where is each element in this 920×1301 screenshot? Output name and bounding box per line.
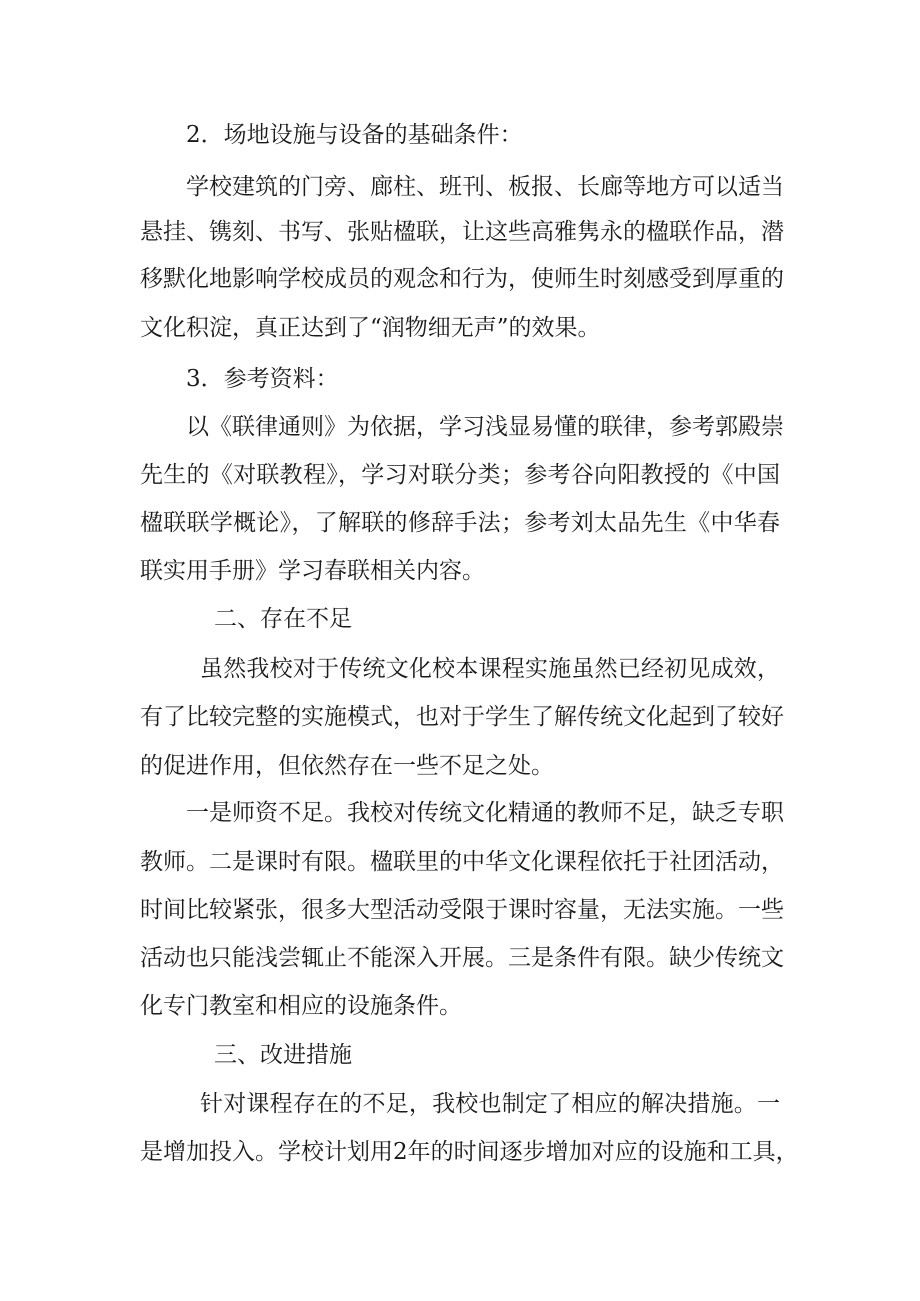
part-2-heading: 二、存在不足: [214, 606, 352, 632]
paragraph-line: 化专门教室和相应的设施条件。: [140, 993, 462, 1019]
paragraph-line: 虽然我校对于传统文化校本课程实施虽然已经初见成效，: [200, 656, 780, 682]
paragraph-line: 联实用手册》学习春联相关内容。: [140, 558, 485, 584]
paragraph-line: 活动也只能浅尝辄止不能深入开展。三是条件有限。缺少传统文: [140, 945, 784, 971]
paragraph-line: 一是师资不足。我校对传统文化精通的教师不足，缺乏专职: [186, 800, 784, 826]
paragraph-line: 学校建筑的门旁、廊柱、班刊、板报、长廊等地方可以适当: [186, 174, 784, 200]
part-3-heading: 三、改进措施: [214, 1042, 352, 1068]
paragraph-line: 移默化地影响学校成员的观念和行为，使师生时刻感受到厚重的: [140, 266, 784, 292]
paragraph-line: 楹联联学概论》，了解联的修辞手法；参考刘太品先生《中华春: [140, 510, 780, 536]
paragraph-line: 针对课程存在的不足，我校也制定了相应的解决措施。一: [200, 1091, 780, 1117]
paragraph-line: 时间比较紧张，很多大型活动受限于课时容量，无法实施。一些: [140, 897, 784, 923]
section-2-heading: 2．场地设施与设备的基础条件：: [186, 122, 523, 148]
paragraph-line: 以《联律通则》为依据，学习浅显易懂的联律，参考郭殿崇: [186, 414, 784, 440]
paragraph-line: 悬挂、镌刻、书写、张贴楹联，让这些高雅隽永的楹联作品，潜: [140, 219, 784, 245]
paragraph-line: 教师。二是课时有限。楹联里的中华文化课程依托于社团活动，: [140, 849, 784, 875]
paragraph-line: 文化积淀，真正达到了“润物细无声”的效果。: [140, 315, 601, 341]
paragraph-line: 有了比较完整的实施模式，也对于学生了解传统文化起到了较好: [140, 704, 784, 730]
paragraph-line: 是增加投入。学校计划用2年的时间逐步增加对应的设施和工具，: [140, 1139, 799, 1165]
paragraph-line: 的促进作用，但依然存在一些不足之处。: [140, 753, 554, 779]
section-3-heading: 3．参考资料：: [186, 366, 339, 392]
paragraph-line: 先生的《对联教程》，学习对联分类；参考谷向阳教授的《中国: [140, 462, 780, 488]
